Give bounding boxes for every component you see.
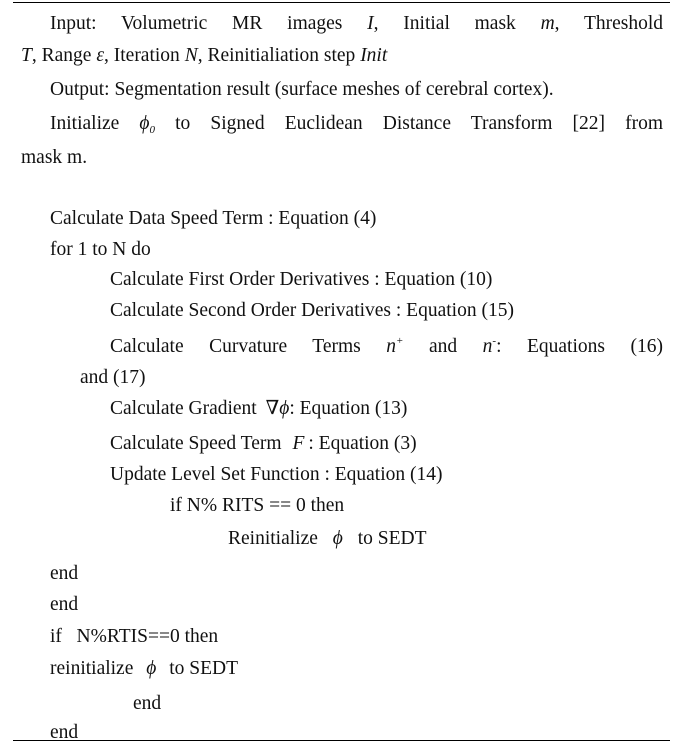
symbol-phi0: $\phi_0$ <box>139 113 156 136</box>
symbol-T: T <box>21 45 32 66</box>
input-line-2: T, Range ε, Iteration N, Reinitialiation step Init <box>21 45 388 66</box>
table-bottom-rule <box>13 740 670 741</box>
symbol-init: Init <box>360 45 388 66</box>
symbol-nabla: ∇ <box>265 398 280 419</box>
initialize-line-cont: mask m. <box>21 147 88 168</box>
line-for-loop: for 1 to N do <box>50 239 151 260</box>
symbol-N: N <box>184 45 198 66</box>
symbol-n-minus: n- <box>482 335 497 357</box>
line-speed: Calculate Speed Term F : Equation (3) <box>110 433 417 454</box>
line-end-2: end <box>50 594 79 615</box>
input-line-1: Input: Volumetric MR images I, Initial mask m, Threshold <box>50 13 664 34</box>
symbol-n-plus: n+ <box>386 335 404 357</box>
symbol-phi: ϕ <box>279 398 290 419</box>
line-curvature-cont: and (17) <box>80 367 146 388</box>
line-end-4: end <box>50 722 79 743</box>
line-gradient: Calculate Gradient ∇ϕ: Equation (13) <box>110 398 408 419</box>
line-second-order: Calculate Second Order Derivatives : Equation (15) <box>110 300 514 321</box>
symbol-phi: ϕ <box>146 658 157 679</box>
line-update: Update Level Set Function : Equation (14) <box>110 464 443 485</box>
output-line: Output: Segmentation result (surface meshes of cerebral cortex). <box>50 79 554 100</box>
line-first-order: Calculate First Order Derivatives : Equation (10) <box>110 269 493 290</box>
line-reinit-outer: reinitialize ϕ to SEDT <box>50 658 239 679</box>
line-data-speed: Calculate Data Speed Term : Equation (4) <box>50 208 377 229</box>
symbol-I: I <box>367 13 374 34</box>
line-if-inner: if N% RITS == 0 then <box>170 495 345 516</box>
initialize-line: Initialize $\phi_0$ to Signed Euclidean Distance Transform [22] from <box>50 113 663 136</box>
symbol-F: F <box>292 433 305 454</box>
symbol-phi: ϕ <box>332 528 343 549</box>
line-reinit-inner: Reinitialize ϕ to SEDT <box>228 528 427 549</box>
symbol-m: m <box>540 13 555 34</box>
symbol-epsilon: ε <box>96 45 104 66</box>
line-end-3: end <box>133 693 162 714</box>
table-top-rule <box>13 2 670 3</box>
line-curvature: Calculate Curvature Terms n+ and n-: Equations (16) <box>110 335 663 357</box>
line-if-outer: if N%RTIS==0 then <box>50 626 219 647</box>
line-end-1: end <box>50 563 79 584</box>
